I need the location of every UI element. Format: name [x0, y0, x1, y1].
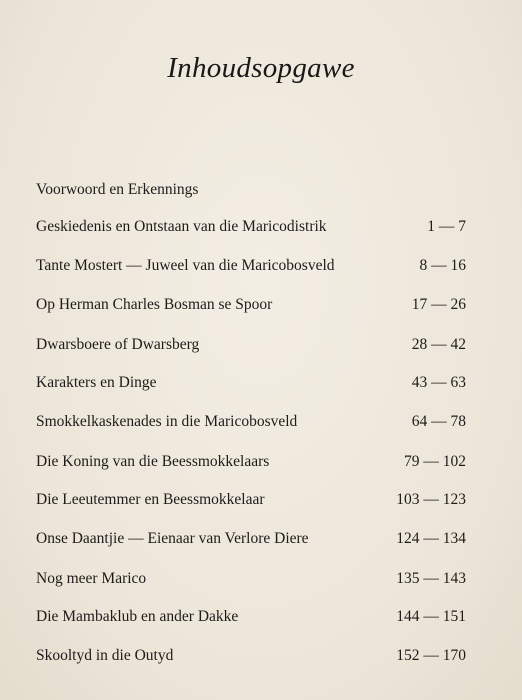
toc-entry-label: Op Herman Charles Bosman se Spoor — [36, 296, 273, 313]
toc-entry-pages: 124 — 134 — [396, 530, 466, 547]
toc-entry — [36, 645, 466, 667]
toc-entry-label: Skooltyd in die Outyd — [36, 647, 174, 664]
toc-entry-pages: 152 — 170 — [396, 647, 466, 664]
toc-entry — [36, 606, 466, 628]
toc-entry-pages: 43 — 63 — [411, 374, 466, 391]
toc-entry-pages: 8 — 16 — [419, 257, 466, 274]
toc-entry-pages: 103 — 123 — [396, 491, 466, 508]
toc-entry — [36, 179, 466, 201]
toc-entry — [36, 528, 466, 550]
toc-entry-label: Voorwoord en Erkennings — [36, 181, 199, 198]
toc-entry-label: Tante Mostert — Juweel van die Maricobosveld — [36, 257, 335, 274]
toc-entry-label: Dwarsboere of Dwarsberg — [36, 336, 200, 353]
toc-entry-pages: 79 — 102 — [404, 453, 466, 470]
toc-entry-pages: 64 — 78 — [411, 413, 466, 430]
toc-entry-label: Die Mambaklub en ander Dakke — [36, 608, 239, 625]
toc-entry-label: Nog meer Marico — [36, 570, 147, 587]
toc-entry — [36, 334, 466, 356]
toc-entry — [36, 294, 466, 316]
toc-entry-pages: 144 — 151 — [396, 608, 466, 625]
toc-entry-label: Die Koning van die Beessmokkelaars — [36, 453, 270, 470]
toc-entry-pages: 135 — 143 — [396, 570, 466, 587]
toc-entry-pages: 17 — 26 — [411, 296, 466, 313]
toc-entry-pages: 1 — 7 — [427, 218, 466, 235]
toc-entry — [36, 451, 466, 473]
toc-entry — [36, 372, 466, 394]
toc-entry-pages: 28 — 42 — [411, 336, 466, 353]
toc-entry-label: Onse Daantjie — Eienaar van Verlore Diere — [36, 530, 309, 547]
toc-entry — [36, 489, 466, 511]
toc-entry-label: Smokkelkaskenades in die Maricobosveld — [36, 413, 298, 430]
toc-entry-label: Die Leeutemmer en Beessmokkelaar — [36, 491, 265, 508]
toc-entry — [36, 568, 466, 590]
page-title: Inhoudsopgawe — [167, 52, 355, 84]
toc-entry — [36, 411, 466, 433]
toc-entry-label: Geskiedenis en Ontstaan van die Maricodistrik — [36, 218, 327, 235]
toc-entry — [36, 255, 466, 277]
toc-entry — [36, 216, 466, 238]
toc-entry-label: Karakters en Dinge — [36, 374, 157, 391]
